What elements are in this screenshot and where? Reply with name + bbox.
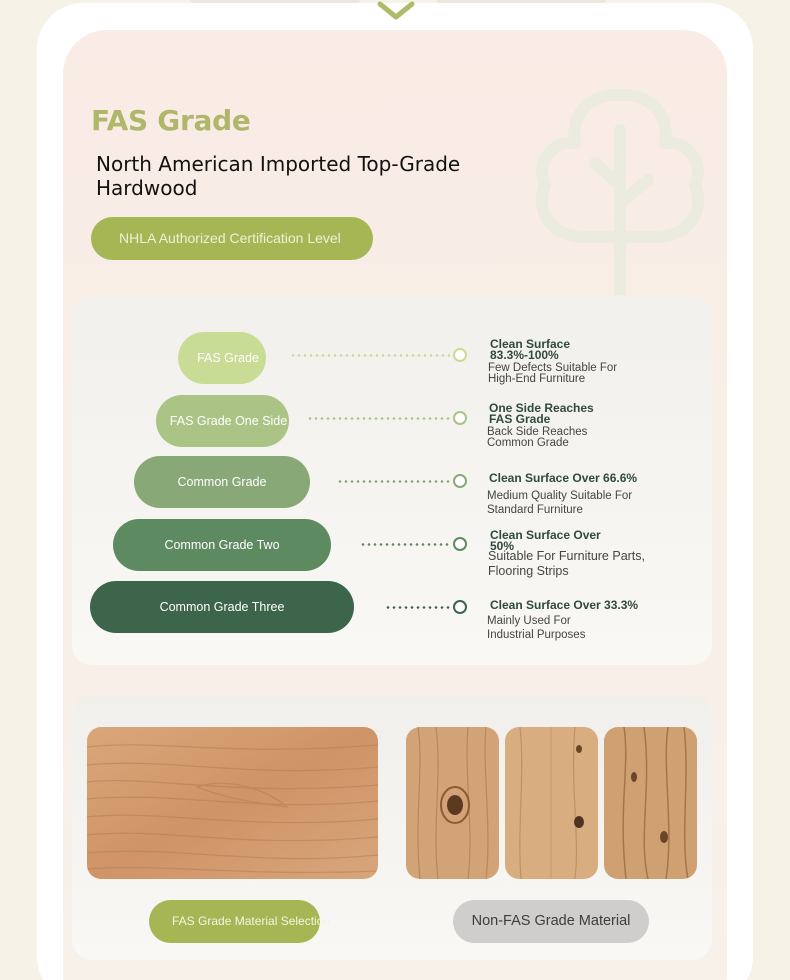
grade-description-line: Industrial Purposes xyxy=(487,629,586,641)
grade-description-line: Common Grade xyxy=(487,437,569,449)
grade-description xyxy=(488,549,645,579)
grade-heading-line: FAS Grade xyxy=(489,412,551,426)
grade-heading-line: One Side Reaches xyxy=(489,401,594,415)
grade-heading-line: Clean Surface Over 66.6% xyxy=(489,471,638,485)
grade-description xyxy=(487,427,587,449)
grade-pill-common-grade: Common Grade xyxy=(134,456,310,508)
grade-marker-ring-icon xyxy=(453,348,467,362)
grade-description-line: Standard Furniture xyxy=(487,504,583,516)
certification-badge: NHLA Authorized Certification Level xyxy=(91,217,373,260)
grade-marker-ring-icon xyxy=(453,474,467,488)
grade-heading-line: Clean Surface Over 33.3% xyxy=(490,598,639,612)
grade-pill-common-grade-three: Common Grade Three xyxy=(90,581,354,633)
page-title: FAS Grade xyxy=(91,104,251,137)
fas-wood-sample-image xyxy=(87,727,378,879)
grade-heading-line: Clean Surface Over xyxy=(490,528,601,542)
grade-description xyxy=(487,614,585,642)
grade-description-line: Back Side Reaches xyxy=(487,426,588,438)
non-fas-wood-sample-3-image xyxy=(604,727,697,879)
grade-description-line: Medium Quality Suitable For xyxy=(487,490,633,502)
non-fas-wood-sample-1-image xyxy=(406,727,499,879)
top-edge-right xyxy=(436,0,606,3)
grade-heading xyxy=(490,339,570,361)
grade-description xyxy=(488,363,617,385)
grade-marker-ring-icon xyxy=(453,411,467,425)
grade-marker-ring-icon xyxy=(453,600,467,614)
non-fas-material-button[interactable]: Non-FAS Grade Material xyxy=(453,900,649,943)
fas-material-button[interactable]: FAS Grade Material Selection xyxy=(149,900,320,943)
grade-description-line: High-End Furniture xyxy=(488,373,586,385)
grade-description-line: Mainly Used For xyxy=(487,615,571,627)
grade-heading xyxy=(490,600,638,611)
grade-connector-dots xyxy=(307,417,450,420)
chevron-down-icon[interactable] xyxy=(377,0,415,22)
grade-connector-dots xyxy=(360,543,450,546)
grade-heading-line: 83.3%-100% xyxy=(490,348,559,362)
grade-connector-dots xyxy=(290,354,450,357)
grade-pill-fas-grade: FAS Grade xyxy=(178,332,266,384)
non-fas-wood-sample-2-image xyxy=(505,727,598,879)
grade-description-line: Flooring Strips xyxy=(488,564,569,578)
grade-pill-fas-grade-one-side: FAS Grade One Side xyxy=(156,395,289,447)
top-edge-left xyxy=(190,0,360,3)
grade-marker-ring-icon xyxy=(453,537,467,551)
grade-description xyxy=(487,489,632,517)
grade-description-line: Suitable For Furniture Parts, xyxy=(488,549,646,563)
tree-icon xyxy=(530,85,710,300)
grade-connector-dots xyxy=(337,480,450,483)
page-subtitle: North American Imported Top-Grade Hardwood xyxy=(96,152,461,200)
grade-pill-common-grade-two: Common Grade Two xyxy=(113,519,331,571)
grade-heading-line: Clean Surface xyxy=(490,337,571,351)
grade-description-line: Few Defects Suitable For xyxy=(488,362,618,374)
grade-heading xyxy=(489,403,594,425)
grade-connector-dots xyxy=(385,606,450,609)
grade-heading xyxy=(489,473,637,484)
grade-heading-line: 50% xyxy=(490,539,515,553)
